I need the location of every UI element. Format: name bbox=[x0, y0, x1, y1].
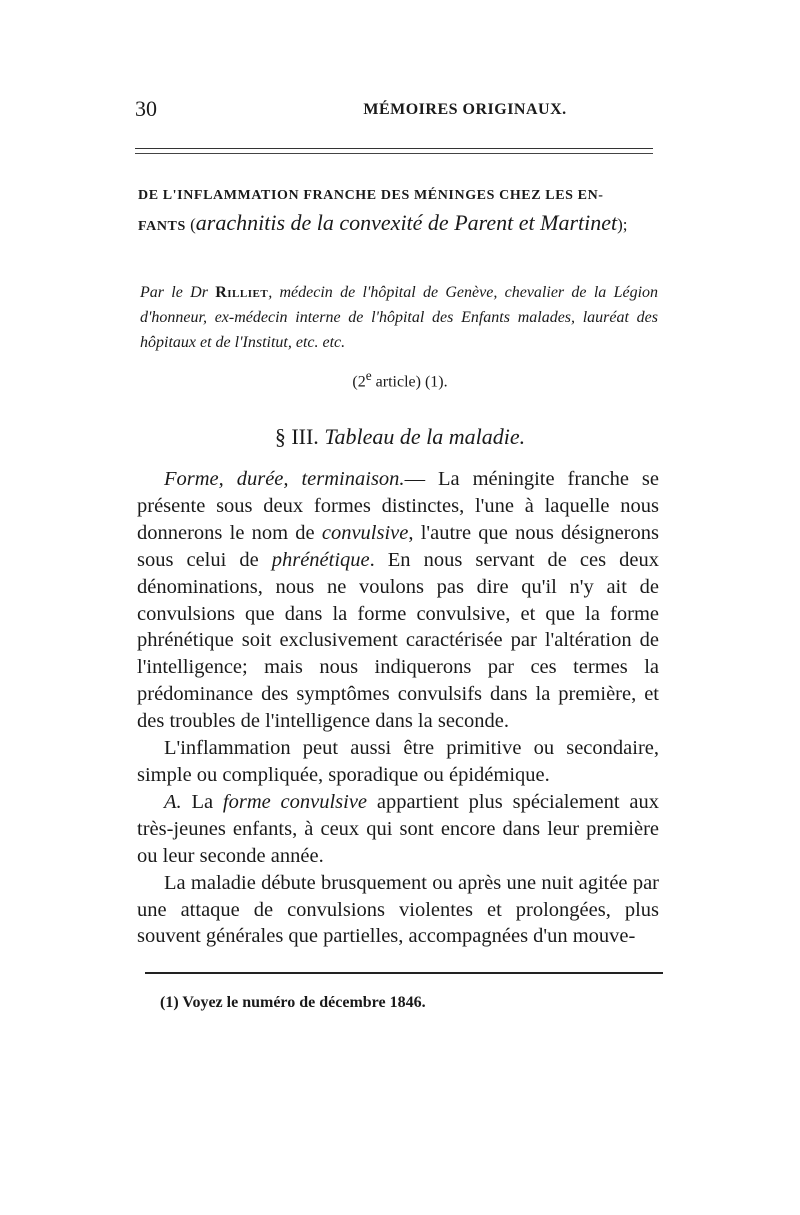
paragraph-2: L'inflammation peut aussi être primitive ou secondaire, simple ou compliquée, sporadique ou épidémique. bbox=[137, 737, 659, 786]
byline-credentials: , médecin de l'hôpital de Genève, chevalier de la Légion d'honneur, ex-médecin interne de l'hôpital des Enfants malades, lauréat des hôpitaux et de l'Institut, etc. etc. bbox=[140, 284, 659, 351]
article-part-label bbox=[0, 368, 800, 391]
body-text bbox=[137, 466, 659, 950]
section-heading bbox=[0, 424, 800, 450]
paragraph-1-text-c: . En nous servant de ces deux dénominations, nous ne voulons pas dire qu'il n'y ait de convulsions que dans la forme convulsive, et que la forme phrénétique soit exclusivement caractérisée par l'altération de l'intelligence; mais nous indiquerons par ces termes la prédominance des symptômes convulsifs dans la première, et des troubles de l'intelligence dans la seconde. bbox=[137, 548, 659, 733]
title-caps-line1: DE L'INFLAMMATION FRANCHE DES MÉNINGES CHEZ LES EN- bbox=[138, 188, 604, 203]
title-caps-line2: FANTS bbox=[138, 219, 186, 234]
title-close: ); bbox=[617, 215, 628, 234]
item-label: A. bbox=[164, 790, 182, 813]
term-forme-convulsive: forme convulsive bbox=[222, 790, 368, 813]
running-title: MÉMOIRES ORIGINAUX. bbox=[363, 101, 567, 118]
footnote: (1) Voyez le numéro de décembre 1846. bbox=[160, 994, 426, 1011]
byline bbox=[140, 280, 658, 355]
title-paren-open: ( bbox=[190, 215, 196, 234]
part-number: (2 bbox=[352, 373, 366, 391]
paragraph-3-text-b: appartient plus spécialement aux très-jeunes enfants, à ceux qui sont encore dans leur première ou leur seconde année. bbox=[137, 790, 659, 867]
paragraph-1 bbox=[137, 466, 659, 735]
running-head bbox=[135, 96, 655, 128]
part-rest: article) (1). bbox=[371, 373, 448, 391]
author-name: Rilliet bbox=[215, 284, 269, 301]
paragraph-lead: Forme, durée, terminaison. bbox=[164, 468, 405, 490]
paragraph-4: La maladie débute brusquement ou après une nuit agitée par une attaque de convulsions violentes et prolongées, plus souvent générales que partielles, accompagnées d'un mouve- bbox=[137, 871, 659, 948]
header-rule-thin bbox=[135, 153, 653, 154]
article-title bbox=[138, 182, 656, 239]
header-rule-thick bbox=[135, 148, 653, 149]
term-phrenetique: phrénétique bbox=[271, 548, 370, 571]
paragraph-3-text-a: La bbox=[181, 790, 223, 813]
section-title: Tableau de la maladie. bbox=[324, 424, 526, 449]
part-superscript: e bbox=[365, 368, 372, 383]
term-convulsive: convulsive bbox=[321, 521, 409, 544]
paragraph-3 bbox=[137, 789, 659, 870]
section-number: § III. bbox=[274, 424, 319, 449]
footnote-rule bbox=[145, 972, 663, 974]
paragraph-1-text-a: — La méningite franche se présente sous deux formes distinctes, l'une à laquelle nous donnerons le nom de bbox=[137, 468, 659, 544]
title-italic: arachnitis de la convexité de Parent et Martinet bbox=[195, 210, 618, 235]
page-number: 30 bbox=[135, 96, 157, 121]
paragraph-1-text-b: , l'autre que nous désignerons sous celui de bbox=[137, 521, 659, 571]
byline-prefix: Par le Dr bbox=[140, 284, 208, 301]
